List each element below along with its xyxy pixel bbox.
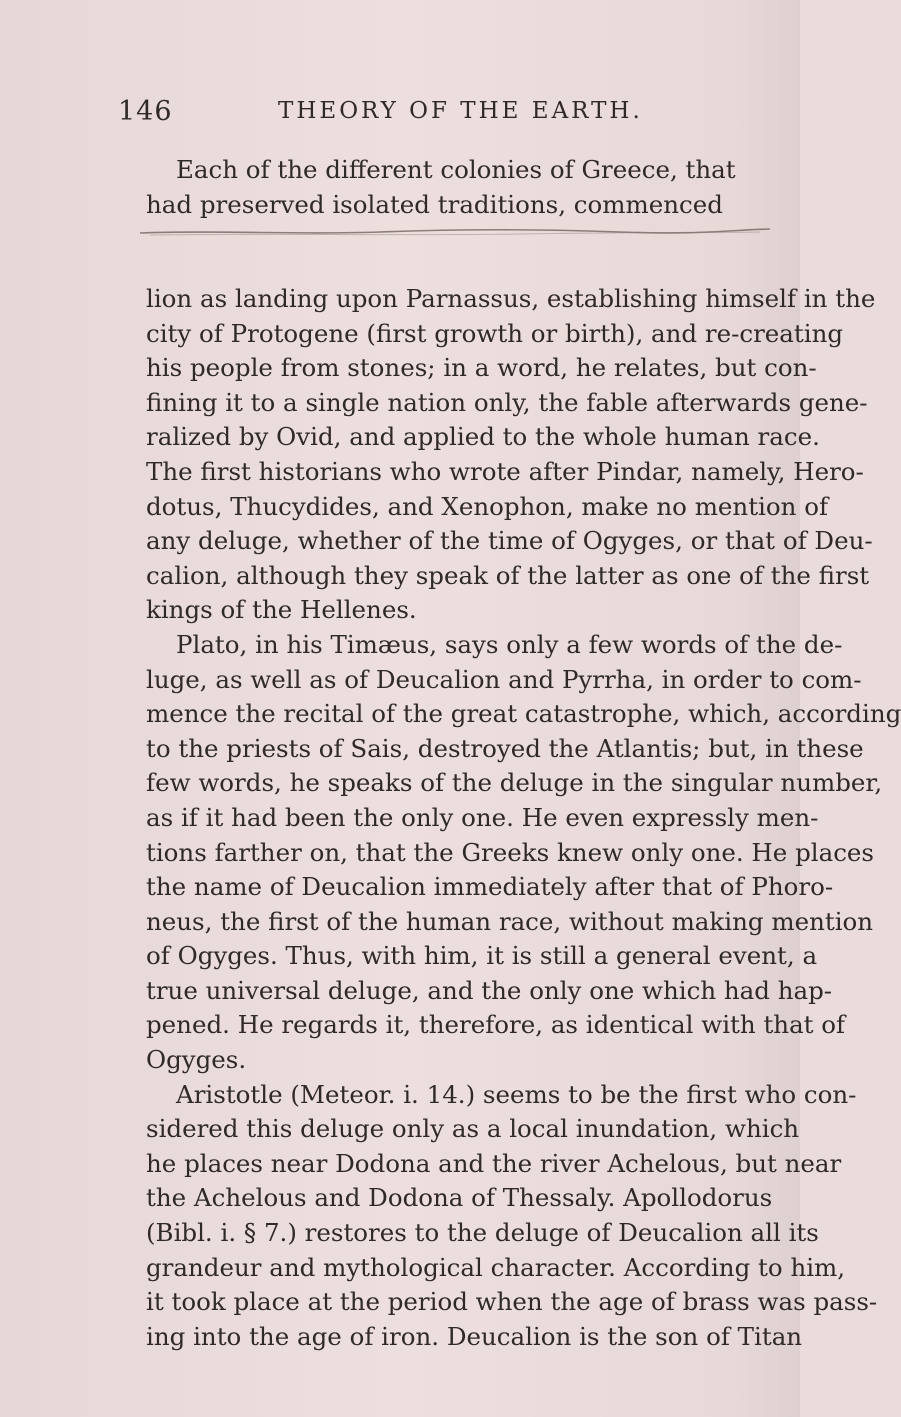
text-line: Aristotle (Meteor. i. 14.) seems to be the first who con- xyxy=(176,1079,857,1109)
text-line: true universal deluge, and the only one which had hap- xyxy=(146,975,833,1005)
text-line: Ogyges. xyxy=(146,1045,247,1075)
fragment-line: had preserved isolated traditions, commenced xyxy=(146,190,723,219)
running-head: THEORY OF THE EARTH. xyxy=(278,98,643,124)
text-line: the Achelous and Dodona of Thessaly. Apollodorus xyxy=(146,1183,773,1213)
text-line: fining it to a single nation only, the fable afterwards gene- xyxy=(146,387,868,417)
text-line: sidered this deluge only as a local inundation, which xyxy=(146,1114,800,1144)
text-line: to the priests of Sais, destroyed the Atlantis; but, in these xyxy=(146,733,864,763)
text-line: of Ogyges. Thus, with him, it is still a general event, a xyxy=(146,941,818,971)
text-line: any deluge, whether of the time of Ogyges, or that of Deu- xyxy=(146,526,873,556)
text-line: he places near Dodona and the river Achelous, but near xyxy=(146,1148,842,1178)
text-line: kings of the Hellenes. xyxy=(146,595,417,625)
overlay-text-fragment xyxy=(146,152,766,222)
text-line: grandeur and mythological character. According to him, xyxy=(146,1252,846,1282)
text-line: few words, he speaks of the deluge in the singular number, xyxy=(146,768,883,798)
text-line: The first historians who wrote after Pindar, namely, Hero- xyxy=(146,456,864,486)
paragraph-2 xyxy=(146,628,901,1078)
paragraph-1 xyxy=(146,282,876,628)
body-text xyxy=(146,282,901,1354)
page-number: 146 xyxy=(118,96,173,127)
text-line: the name of Deucalion immediately after that of Phoro- xyxy=(146,872,834,902)
text-line: lion as landing upon Parnassus, establishing himself in the xyxy=(146,284,876,313)
text-line: luge, as well as of Deucalion and Pyrrha, in order to com- xyxy=(146,664,862,694)
page-header xyxy=(118,96,678,136)
paragraph-3 xyxy=(146,1078,878,1355)
text-line: ing into the age of iron. Deucalion is the son of Titan xyxy=(146,1321,803,1351)
text-line: (Bibl. i. § 7.) restores to the deluge of Deucalion all its xyxy=(146,1218,819,1248)
text-line: calion, although they speak of the latter as one of the first xyxy=(146,560,870,590)
text-line: Plato, in his Timæus, says only a few words of the de- xyxy=(176,629,843,659)
cut-edge-divider xyxy=(140,224,770,238)
text-line: tions farther on, that the Greeks knew only one. He places xyxy=(146,837,875,867)
text-line: neus, the first of the human race, without making mention xyxy=(146,906,874,936)
text-line: mence the recital of the great catastrophe, which, according xyxy=(146,699,901,729)
text-line: ralized by Ovid, and applied to the whole human race. xyxy=(146,422,820,452)
text-line: his people from stones; in a word, he relates, but con- xyxy=(146,353,817,383)
text-line: dotus, Thucydides, and Xenophon, make no mention of xyxy=(146,491,829,521)
text-line: as if it had been the only one. He even expressly men- xyxy=(146,802,819,832)
fragment-line: Each of the different colonies of Greece, that xyxy=(176,155,736,184)
text-line: city of Protogene (first growth or birth), and re-creating xyxy=(146,318,844,348)
text-line: pened. He regards it, therefore, as identical with that of xyxy=(146,1010,846,1040)
text-line: it took place at the period when the age of brass was pass- xyxy=(146,1287,878,1317)
